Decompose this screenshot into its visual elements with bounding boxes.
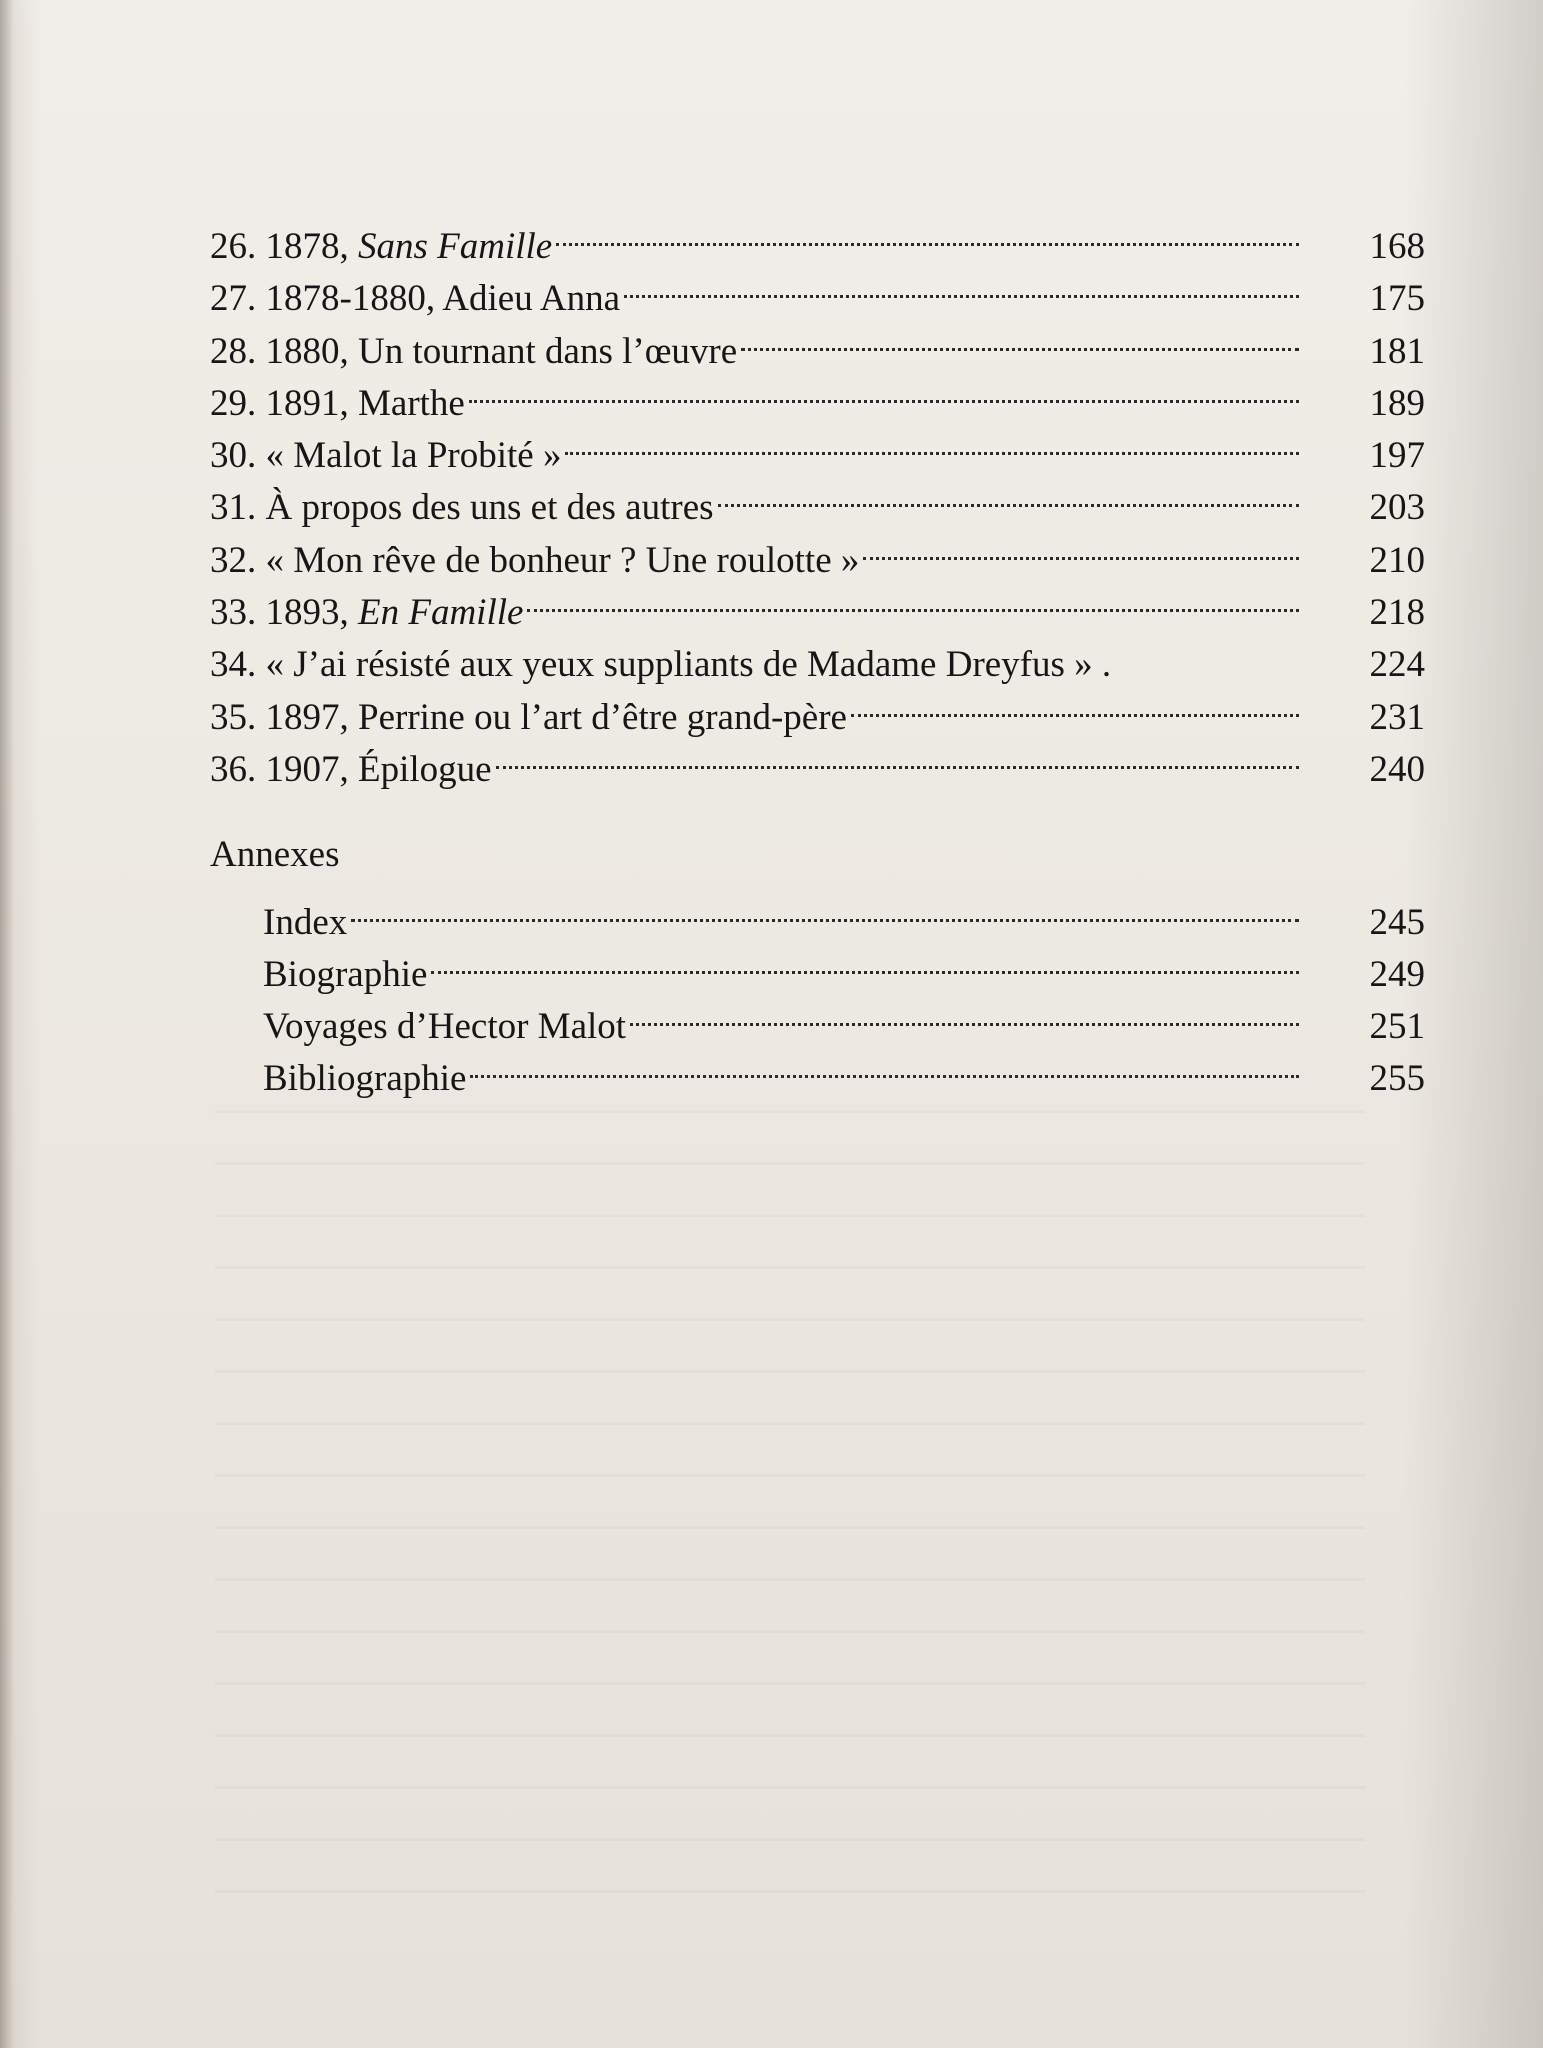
toc-entry-title: 1891, Marthe [265, 382, 465, 424]
annex-entry-index [210, 882, 1425, 943]
toc-entry-title-italic: En Famille [358, 592, 524, 634]
dot-leader [431, 934, 1299, 986]
annex-entry-title: Index [263, 901, 348, 943]
annex-entry-page: 249 [1369, 953, 1425, 995]
dot-leader [630, 986, 1299, 1038]
toc-entry-number: 31. [210, 487, 257, 529]
toc-entry-number: 26. [210, 226, 257, 267]
annexes-heading: Annexes [210, 834, 340, 876]
dot-leader [527, 572, 1299, 624]
toc-entry-page: 197 [1369, 435, 1425, 477]
toc-entry-26 [210, 206, 1425, 267]
toc-entry-title: « Mon rêve de bonheur ? Une roulotte » [265, 539, 860, 581]
toc-entry-title: 1878-1880, Adieu Anna [265, 278, 621, 320]
table-of-contents [210, 206, 1425, 1100]
toc-entry-page: 210 [1369, 539, 1425, 581]
toc-entry-number: 33. [210, 592, 257, 634]
dot-leader [556, 206, 1299, 258]
annex-entry-page: 255 [1369, 1058, 1425, 1100]
toc-entry-number: 27. [210, 278, 257, 320]
toc-entry-title: 1880, Un tournant dans l’œuvre [265, 330, 738, 372]
annex-entry-title: Bibliographie [263, 1058, 467, 1100]
annex-entry-page: 251 [1369, 1006, 1425, 1048]
toc-entry-title: 1878, [265, 226, 358, 267]
toc-entry-page: 175 [1369, 278, 1425, 320]
toc-entry-title: À propos des uns et des autres [265, 487, 714, 529]
toc-entry-page: 181 [1369, 330, 1425, 372]
toc-entry-number: 36. [210, 748, 257, 790]
annex-entry-title: Biographie [263, 953, 428, 995]
dot-leader [624, 258, 1299, 310]
dot-leader [496, 729, 1299, 781]
toc-entry-title-italic: Sans Famille [358, 226, 553, 267]
toc-entry-number: 32. [210, 539, 257, 581]
toc-entry-title: « Malot la Probité » [265, 435, 562, 477]
annex-entry-biographie [210, 934, 1425, 995]
toc-entry-title: « J’ai résisté aux yeux suppliants de Madame Dreyfus » . [265, 644, 1112, 686]
dot-leader [565, 415, 1299, 467]
toc-entry-page: 189 [1369, 382, 1425, 424]
toc-entry-page: 231 [1369, 696, 1425, 738]
dot-leader [851, 677, 1299, 729]
toc-entry-title: 1897, Perrine ou l’art d’être grand-père [265, 696, 847, 738]
annex-entry-page: 245 [1369, 901, 1425, 943]
dot-leader [741, 311, 1299, 363]
toc-entry-page: 203 [1369, 487, 1425, 529]
toc-entry-number: 35. [210, 696, 257, 738]
toc-entry-page: 224 [1369, 644, 1425, 686]
dot-leader [469, 363, 1299, 415]
toc-entry-page: 218 [1369, 592, 1425, 634]
toc-entry-title: 1893, [265, 592, 358, 634]
toc-entry-number: 30. [210, 435, 257, 477]
toc-entry-page: 240 [1369, 748, 1425, 790]
dot-leader [718, 467, 1299, 519]
toc-entry-title: 1907, Épilogue [265, 748, 492, 790]
dot-leader [1115, 624, 1299, 676]
toc-entry-number: 28. [210, 330, 257, 372]
dot-leader [470, 1038, 1299, 1090]
annex-entry-title: Voyages d’Hector Malot [263, 1006, 627, 1048]
dot-leader [351, 882, 1299, 934]
show-through-text [215, 1110, 1365, 1930]
toc-entry-number: 34. [210, 644, 257, 686]
dot-leader [863, 520, 1299, 572]
toc-entry-page: 168 [1369, 226, 1425, 267]
toc-entry-number: 29. [210, 382, 257, 424]
